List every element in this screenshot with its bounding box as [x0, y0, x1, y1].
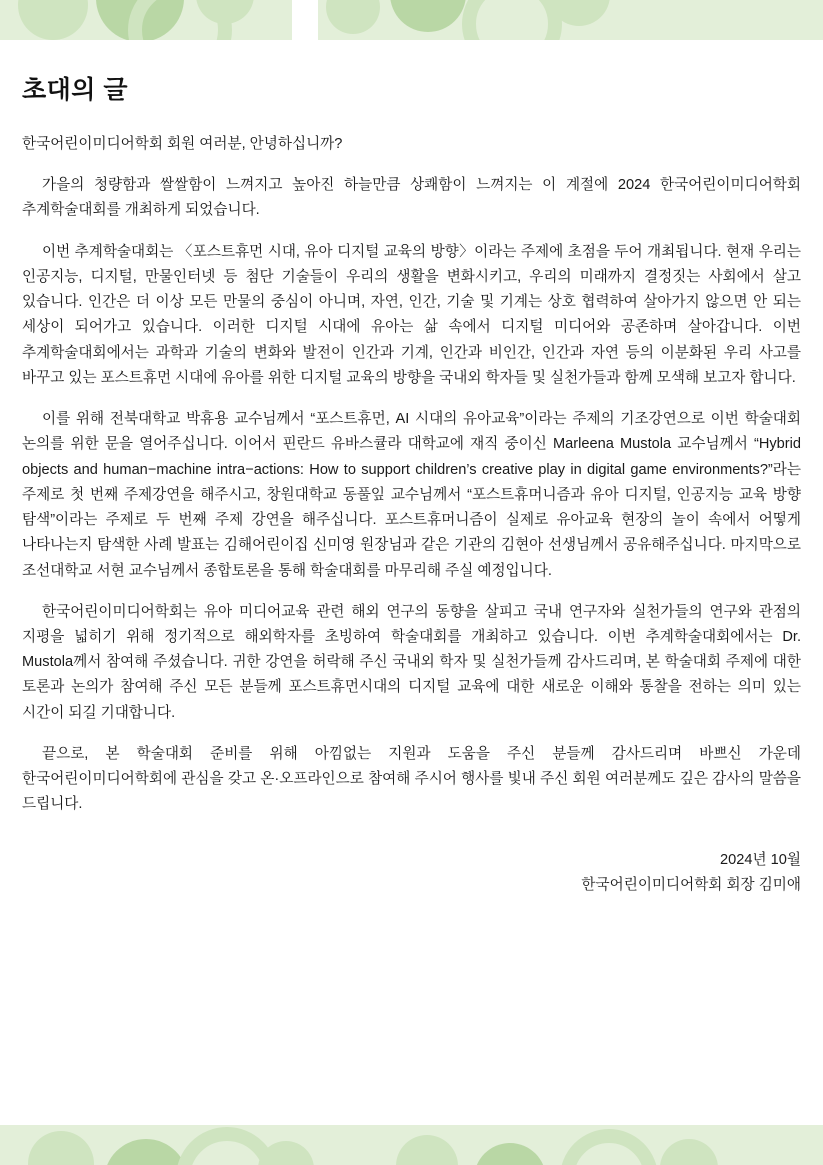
decorative-circle: [396, 1135, 458, 1165]
band-gap: [292, 0, 318, 40]
signature-author: 한국어린이미디어학회 회장 김미애: [581, 877, 801, 894]
paragraph-closing: 끝으로, 본 학술대회 준비를 위해 아낌없는 지원과 도움을 주신 분들께 감사드리며 바쁘신 가운데 한국어린이미디어학회에 관심을 갖고 온·오프라인으로 참여해 주시어 행사를 빛내 주신 회원 여러분께도 깊은 감사의 말씀을 드립니다.: [22, 745, 801, 813]
decorative-circle: [258, 1141, 314, 1165]
decorative-circle: [28, 1131, 94, 1165]
paragraph-program: 이를 위해 전북대학교 박휴용 교수님께서 “포스트휴먼, AI 시대의 유아교육”이라는 주제의 기조강연으로 이번 학술대회 논의를 위한 문을 열어주십니다. 이어서 핀란드 유바스큘라 대학교에 재직 중이신 Marleena Mustola 교수님께서 “Hybrid objects and human−machine intra−actions: How to support children’s creative play in digital game environments?”라는 주제로 첫 번째 주제강연을 해주시고, 창원대학교 동풀잎 교수님께서 “포스트휴머니즘과 유아 디지털, 인공지능 교육 방향 탐색”이라는 주제로 두 번째 주제 강연을 해주십니다. 포스트휴머니즘이 실제로 유아교육 현장의 놀이 속에서 어떻게 나타나는지 탐색한 사례 발표는 김해어린이집 신미영 원장님과 같은 기관의 김현아 선생님께서 공유해주십니다. 마지막으로 조선대학교 서현 교수님께서 종합토론을 통해 학술대회를 마무리해 주실 예정입니다.: [22, 411, 801, 579]
paragraph-greeting: 한국어린이미디어학회 회원 여러분, 안녕하십니까?: [22, 136, 343, 152]
top-decoration-band: [0, 0, 823, 40]
decorative-circle: [390, 0, 466, 32]
document-body: [0, 40, 823, 1125]
decorative-circle: [104, 1139, 188, 1165]
decorative-circle: [326, 0, 380, 34]
decorative-ring: [462, 0, 562, 40]
decorative-ring: [560, 1129, 658, 1165]
decorative-circle: [18, 0, 88, 40]
signature-date: 2024년 10월: [720, 851, 801, 868]
decorative-circle: [660, 1139, 718, 1165]
bottom-decoration-band: [0, 1125, 823, 1165]
signature-block: [22, 848, 801, 899]
paragraph-society: 한국어린이미디어학회는 유아 미디어교육 관련 해외 연구의 동향을 살피고 국내 연구자와 실천가들의 연구와 관점의 지평을 넓히기 위해 정기적으로 해외학자를 초빙하여 학술대회를 개최하고 있습니다. 이번 추계학술대회에서는 Dr. Mustola께서 참여해 주셨습니다. 귀한 강연을 허락해 주신 국내외 학자 및 실천가들께 감사드리며, 본 학술대회 주제에 대한 토론과 논의가 참여해 주신 모든 분들께 포스트휴먼시대의 디지털 교육에 대한 새로운 이해와 통찰을 전하는 의미 있는 시간이 되길 기대합니다.: [22, 603, 801, 721]
paragraph-theme: 이번 추계학술대회는 〈포스트휴먼 시대, 유아 디지털 교육의 방향〉이라는 주제에 초점을 두어 개최됩니다. 현재 우리는 인공지능, 디지털, 만물인터넷 등 첨단 기술들이 우리의 생활을 변화시키고, 우리의 미래까지 결정짓는 사회에서 살고 있습니다. 인간은 더 이상 모든 만물의 중심이 아니며, 자연, 인간, 기술 및 기계는 상호 협력하여 살아가지 않으면 안 되는 세상이 되어가고 있습니다. 이러한 디지털 시대에 유아는 삶 속에서 디지털 미디어와 공존하며 살아갑니다. 이번 추계학술대회에서는 과학과 기술의 변화와 발전이 인간과 기계, 인간과 비인간, 인간과 자연 등의 이분화된 우리 사고를 바꾸고 있는 포스트휴먼 시대에 유아를 위한 디지털 교육의 방향을 국내외 학자들 및 실천가들과 함께 모색해 보고자 합니다.: [22, 243, 801, 386]
page-title: 초대의 글: [22, 76, 129, 104]
decorative-circle: [474, 1143, 546, 1165]
paragraph-season: 가을의 청량함과 쌀쌀함이 느껴지고 높아진 하늘만큼 상쾌함이 느껴지는 이 계절에 2024 한국어린이미디어학회 추계학술대회를 개최하게 되었습니다.: [22, 177, 801, 219]
